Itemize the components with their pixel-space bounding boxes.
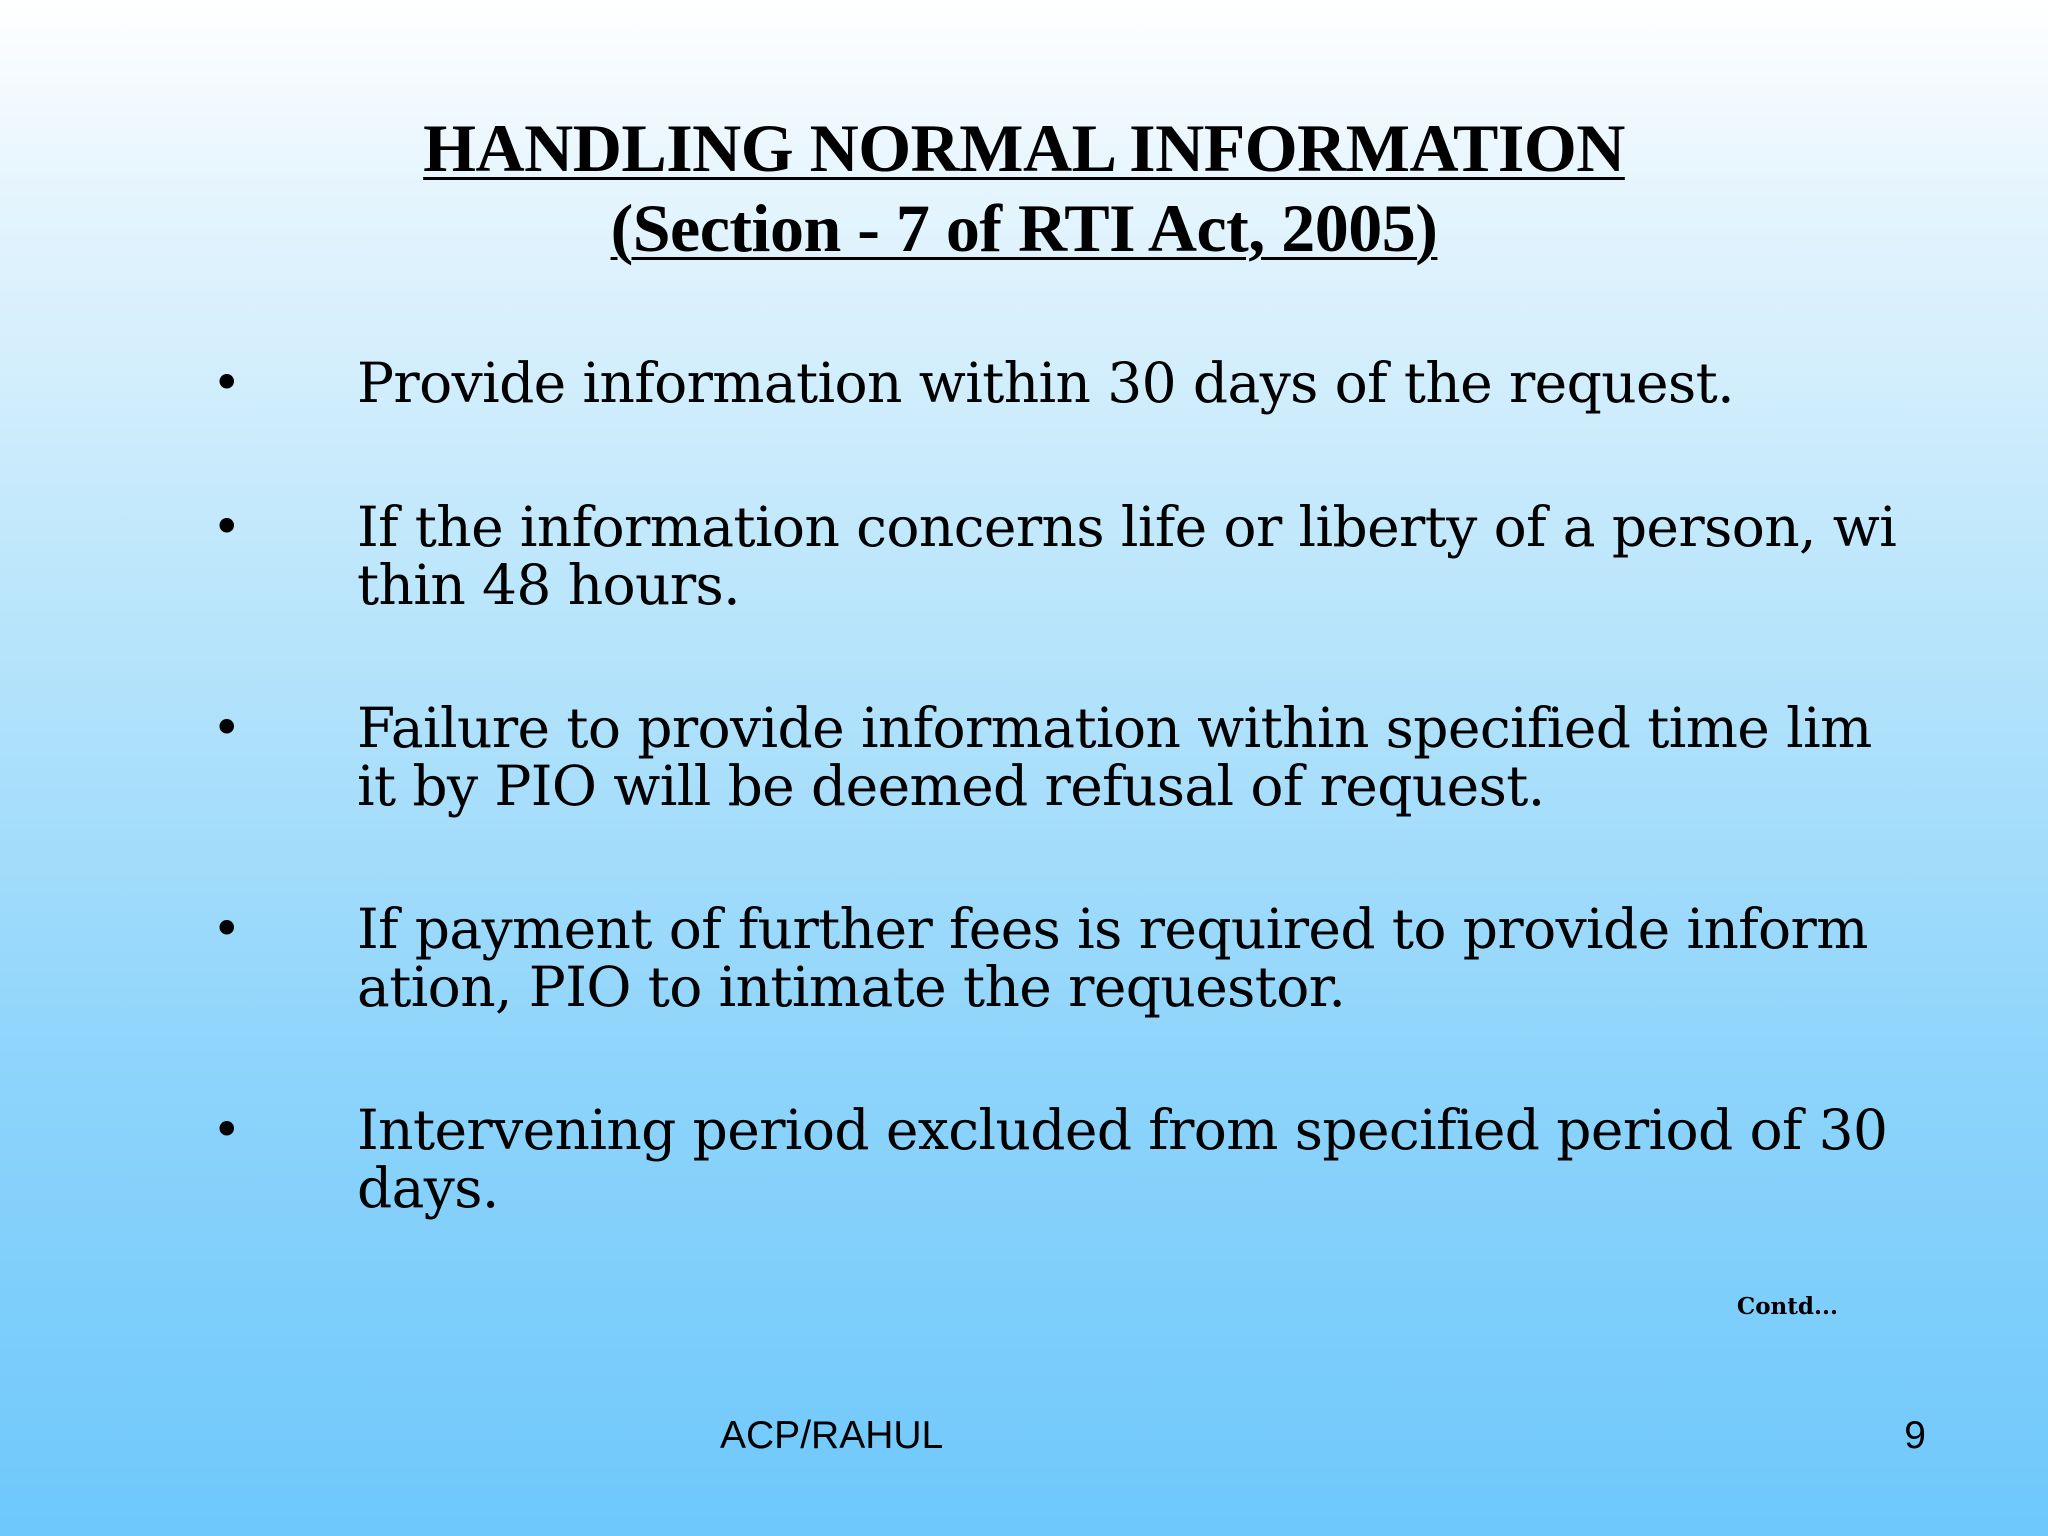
- bullet-text-line: ation, PIO to intimate the requestor.: [357, 955, 1346, 1019]
- bullet-text-line: If payment of further fees is required to provide inform: [357, 897, 1868, 961]
- bullet-dot-icon: •: [212, 699, 242, 757]
- bullet-text: [357, 897, 1868, 1019]
- bullet-text: [357, 351, 1847, 415]
- continued-note: Contd...: [1736, 1293, 1838, 1320]
- page-number: 9: [1904, 1414, 1926, 1457]
- bullet-text: [357, 1098, 1888, 1220]
- bullet-dot-icon: •: [212, 354, 242, 412]
- bullet-dot-icon: •: [212, 498, 242, 556]
- title-line-1: HANDLING NORMAL INFORMATION: [423, 110, 1625, 186]
- bullet-text-line: days.: [357, 1156, 499, 1220]
- bullet-text: [357, 495, 1897, 617]
- bullet-text-line: Failure to provide information within specified time lim: [357, 696, 1872, 760]
- footer-author: ACP/RAHUL: [720, 1414, 944, 1457]
- bullet-text-line: thin 48 hours.: [357, 553, 741, 617]
- bullet-text-line: it by PIO will be deemed refusal of request.: [357, 754, 1545, 818]
- bullet-text-line: Intervening period excluded from specified period of 30: [357, 1098, 1888, 1162]
- bullet-dot-icon: •: [212, 900, 242, 958]
- bullet-text-line: If the information concerns life or liberty of a person, wi: [357, 495, 1897, 559]
- title-line-2: (Section - 7 of RTI Act, 2005): [610, 190, 1438, 266]
- bullet-text-line: Provide information within 30 days of the request.: [357, 351, 1735, 415]
- bullet-text: [357, 696, 1872, 818]
- bullet-dot-icon: •: [212, 1101, 242, 1159]
